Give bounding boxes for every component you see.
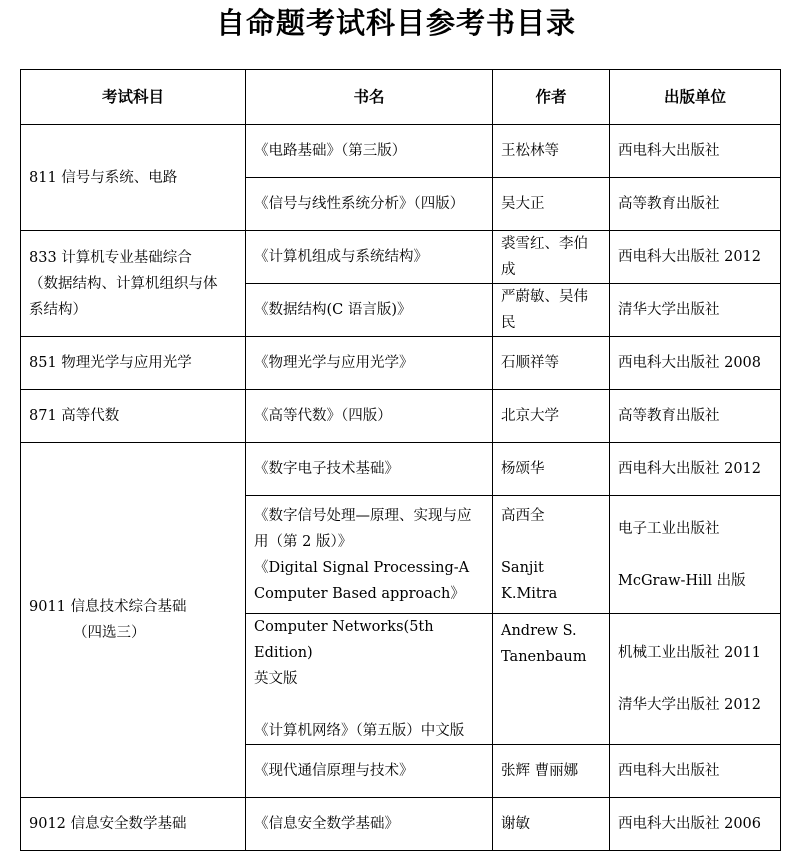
author-cell: 高西全 Sanjit K.Mitra	[493, 496, 610, 614]
author-cell: 石顺祥等	[493, 337, 610, 390]
page-title: 自命题考试科目参考书目录	[215, 6, 576, 40]
publisher-cell: 高等教育出版社	[610, 390, 781, 443]
book-cell: 《数字电子技术基础》	[246, 443, 493, 496]
book-cell: 《高等代数》（四版）	[246, 390, 493, 443]
header-publisher: 出版单位	[610, 70, 781, 125]
publisher-cell: 西电科大出版社 2006	[610, 798, 781, 851]
author-cell: 张辉 曹丽娜	[493, 745, 610, 798]
author-cell: Andrew S. Tanenbaum	[493, 614, 610, 745]
publisher-cell: 高等教育出版社	[610, 178, 781, 231]
subject-cell: 851 物理光学与应用光学	[21, 337, 246, 390]
subject-cell: 871 高等代数	[21, 390, 246, 443]
table-row	[21, 390, 781, 443]
book-cell: 《物理光学与应用光学》	[246, 337, 493, 390]
author-cell: 王松林等	[493, 125, 610, 178]
book-cell: 《现代通信原理与技术》	[246, 745, 493, 798]
author-cell: 严蔚敏、吴伟 民	[493, 284, 610, 337]
book-cell: Computer Networks(5th Edition) 英文版 《计算机网络》（第五版）中文版	[246, 614, 493, 745]
subject-cell: 833 计算机专业基础综合 （数据结构、计算机组织与体 系结构）	[21, 231, 246, 337]
author-cell: 杨颂华	[493, 443, 610, 496]
author-cell: 裘雪红、李伯 成	[493, 231, 610, 284]
table-header-row	[21, 70, 781, 125]
header-book: 书名	[246, 70, 493, 125]
publisher-cell: 西电科大出版社	[610, 125, 781, 178]
header-subject: 考试科目	[21, 70, 246, 125]
table-row	[21, 798, 781, 851]
publisher-cell: 西电科大出版社 2008	[610, 337, 781, 390]
publisher-cell: 电子工业出版社 McGraw-Hill 出版	[610, 496, 781, 614]
header-author: 作者	[493, 70, 610, 125]
author-cell: 谢敏	[493, 798, 610, 851]
publisher-cell: 西电科大出版社 2012	[610, 443, 781, 496]
book-cell: 《数据结构(C 语言版)》	[246, 284, 493, 337]
subject-cell: 9011 信息技术综合基础 （四选三）	[21, 443, 246, 798]
table-row	[21, 337, 781, 390]
book-cell: 《信息安全数学基础》	[246, 798, 493, 851]
publisher-cell: 机械工业出版社 2011 清华大学出版社 2012	[610, 614, 781, 745]
book-cell: 《数字信号处理—原理、实现与应 用（第 2 版）》 《Digital Signal Processing-A Computer Based approach》	[246, 496, 493, 614]
book-cell: 《电路基础》（第三版）	[246, 125, 493, 178]
subject-cell: 811 信号与系统、电路	[21, 125, 246, 231]
author-cell: 吴大正	[493, 178, 610, 231]
reference-book-table	[20, 69, 781, 851]
table-row	[21, 231, 781, 284]
table-row	[21, 125, 781, 178]
publisher-cell: 西电科大出版社	[610, 745, 781, 798]
book-cell: 《信号与线性系统分析》（四版）	[246, 178, 493, 231]
publisher-cell: 西电科大出版社 2012	[610, 231, 781, 284]
author-cell: 北京大学	[493, 390, 610, 443]
book-cell: 《计算机组成与系统结构》	[246, 231, 493, 284]
table-row	[21, 443, 781, 496]
subject-cell: 9012 信息安全数学基础	[21, 798, 246, 851]
publisher-cell: 清华大学出版社	[610, 284, 781, 337]
